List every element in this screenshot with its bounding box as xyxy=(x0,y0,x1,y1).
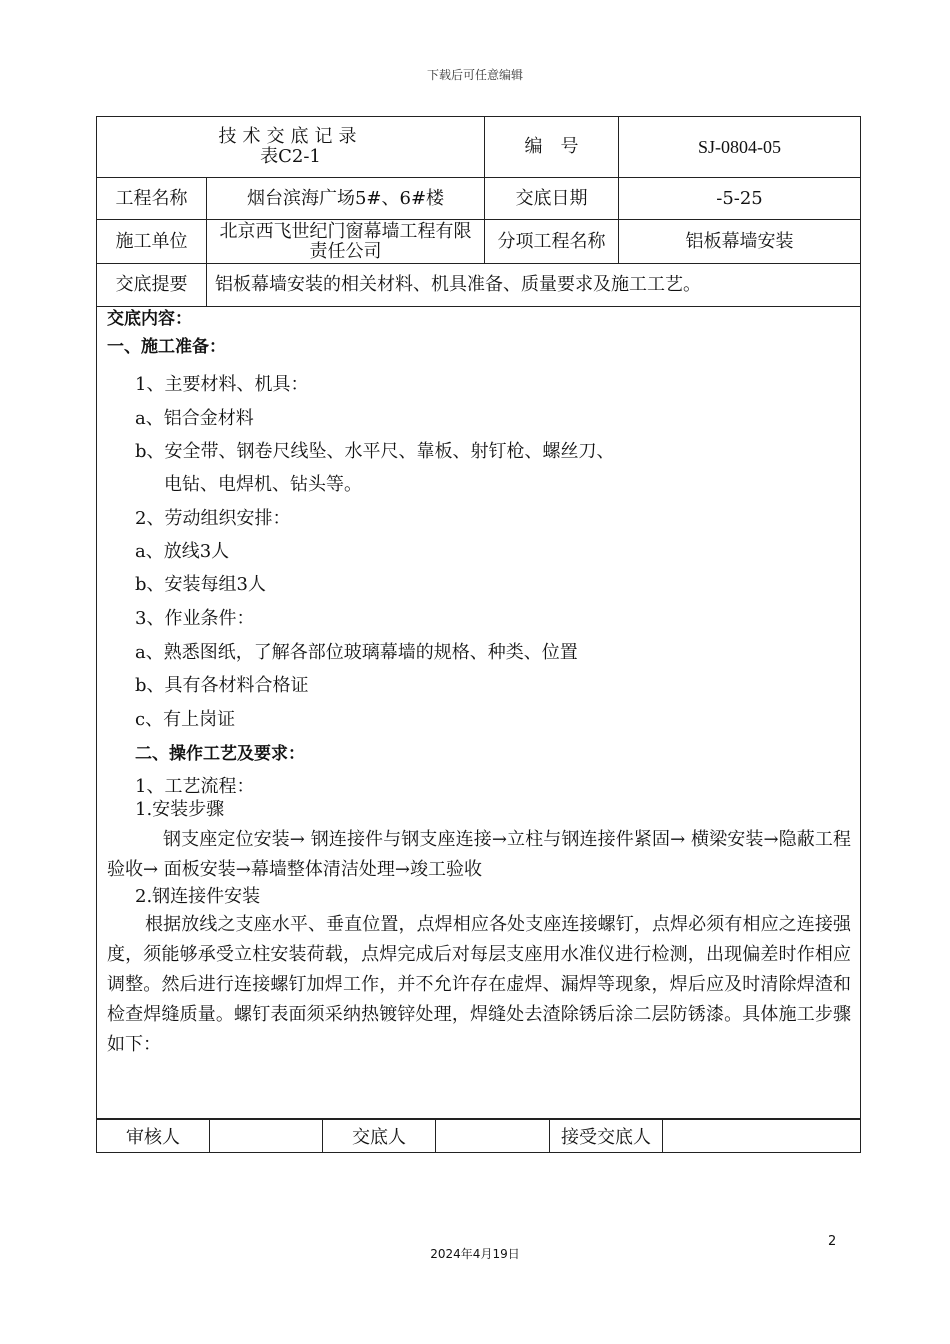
signoff-table xyxy=(96,1118,861,1153)
process-flow-title: 1、工艺流程： xyxy=(135,776,255,797)
reviewer-label: 审核人 xyxy=(97,1119,210,1153)
item-conditions: 3、作业条件： xyxy=(135,608,255,629)
project-label: 工程名称 xyxy=(97,178,207,220)
section-preparation: 一、施工准备： xyxy=(107,337,226,357)
form-title-main: 技术交底记录 xyxy=(218,126,363,147)
number-label: 编 号 xyxy=(485,117,619,178)
summary-value: 铝板幕墙安装的相关材料、机具准备、质量要求及施工工艺。 xyxy=(207,264,861,307)
discloser-field[interactable] xyxy=(436,1119,550,1153)
item-drawings: a、熟悉图纸，了解各部位玻璃幕墙的规格、种类、位置 xyxy=(135,642,578,663)
form-title-code: 表C2-1 xyxy=(260,146,321,167)
receiver-label: 接受交底人 xyxy=(550,1119,663,1153)
content-heading: 交底内容： xyxy=(107,309,192,329)
item-license: c、有上岗证 xyxy=(135,709,236,730)
item-materials-tools: 1、主要材料、机具： xyxy=(135,374,309,395)
reviewer-field[interactable] xyxy=(210,1119,323,1153)
process-flow-text: 钢支座定位安装→ 钢连接件与钢支座连接→立柱与钢连接件紧固→ 横梁安装→隐蔽工程验收→ 面板安装→幕墙整体清洁处理→竣工验收 xyxy=(107,829,851,880)
discloser-label: 交底人 xyxy=(323,1119,436,1153)
steel-connector-title: 2.钢连接件安装 xyxy=(135,886,261,907)
footer-date: 2024年4月19日 xyxy=(430,1247,520,1261)
receiver-field[interactable] xyxy=(663,1119,861,1153)
item-install-crew: b、安装每组3人 xyxy=(135,574,266,595)
disclosure-content xyxy=(97,307,861,1120)
item-aluminum: a、铝合金材料 xyxy=(135,408,254,429)
steel-connector-text: 根据放线之支座水平、垂直位置，点焊相应各处支座连接螺钉，点焊必须有相应之连接强度，须能够承受立柱安装荷载，点焊完成后对每层支座用水准仪进行检测，出现偏差时作相应调整。然后进行连接螺钉加焊工作，并不允许存在虚焊、漏焊等现象，焊后应及时清除焊渣和检查焊缝质量。螺钉表面须采纳热镀锌处理，焊缝处去渣除锈后涂二层防锈漆。具体施工步骤如下： xyxy=(107,914,851,1055)
section-process: 二、操作工艺及要求： xyxy=(135,744,305,764)
form-title xyxy=(97,117,485,178)
date-value: -5-25 xyxy=(619,178,861,220)
item-certificates: b、具有各材料合格证 xyxy=(135,675,309,696)
item-tools: b、安全带、钢卷尺线坠、水平尺、靠板、射钉枪、螺丝刀、 xyxy=(135,441,615,462)
item-labor: 2、劳动组织安排： xyxy=(135,508,291,529)
subproject-value: 铝板幕墙安装 xyxy=(619,220,861,264)
disclosure-form-table xyxy=(96,116,861,1120)
summary-label: 交底提要 xyxy=(97,264,207,307)
project-value: 烟台滨海广场5#、6#楼 xyxy=(207,178,485,220)
page-number: 2 xyxy=(828,1234,837,1249)
number-value: SJ-0804-05 xyxy=(619,117,861,178)
unit-value: 北京西飞世纪门窗幕墙工程有限责任公司 xyxy=(207,220,485,264)
header-note: 下载后可任意编辑 xyxy=(426,68,523,82)
install-steps-title: 1.安装步骤 xyxy=(135,799,225,820)
item-tools-cont: 电钻、电焊机、钻头等。 xyxy=(164,474,362,495)
date-label: 交底日期 xyxy=(485,178,619,220)
subproject-label: 分项工程名称 xyxy=(485,220,619,264)
item-layout-crew: a、放线3人 xyxy=(135,541,230,562)
unit-label: 施工单位 xyxy=(97,220,207,264)
